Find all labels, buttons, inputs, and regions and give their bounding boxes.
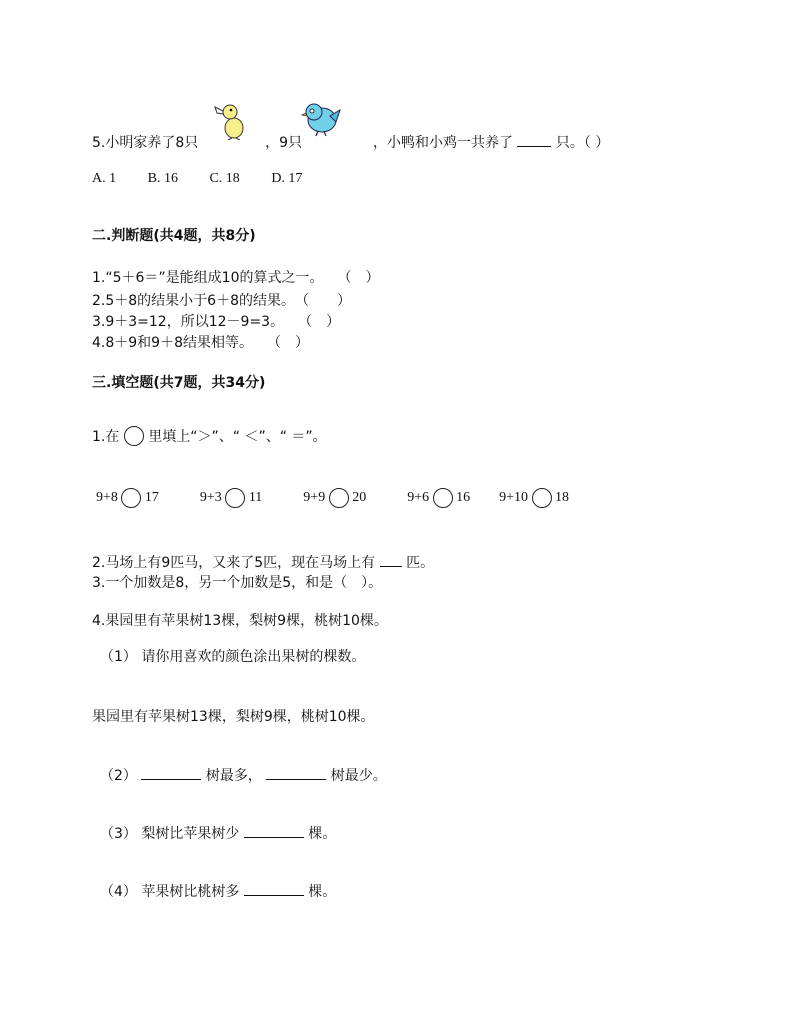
fill-q4-sub2 — [100, 765, 387, 785]
fill-q4: 4.果园里有苹果树13棵，梨树9棵，桃树10棵。 — [92, 613, 388, 629]
fill-q4-sub1: （1） 请你用喜欢的颜色涂出果树的棵数。 — [100, 649, 366, 665]
compare-row — [96, 488, 569, 508]
compare-left-5: 9+10 — [499, 490, 529, 506]
q5-answer-blank[interactable] — [517, 132, 551, 147]
compare-right-4: 16 — [456, 490, 471, 506]
judge-item-4: 4.8＋9和9＋8结果相等。 （ ） — [92, 335, 309, 351]
compare-circle-1[interactable] — [121, 488, 141, 508]
compare-left-4: 9+6 — [407, 490, 430, 506]
fill-q4-sub4-blank[interactable] — [244, 881, 304, 896]
q5-text-4: 只。（ ） — [555, 135, 610, 151]
q5-options — [92, 170, 330, 188]
compare-circle-3[interactable] — [329, 488, 349, 508]
compare-right-2: 11 — [248, 490, 263, 506]
compare-circle-2[interactable] — [225, 488, 245, 508]
fill-q4-sub3-text-b: 棵。 — [308, 826, 337, 842]
fill-q1-suffix: 里填上“＞”、“ ＜”、“ ＝”。 — [148, 429, 327, 445]
fill-q4-sub2-blank-1[interactable] — [141, 765, 201, 780]
fill-q4-repeat: 果园里有苹果树13棵，梨树9棵，桃树10棵。 — [92, 709, 375, 725]
q5-option-d[interactable]: D. 17 — [271, 171, 303, 186]
fill-q2-text-a: 2.马场上有9匹马，又来了5匹，现在马场上有 — [92, 555, 376, 571]
fill-q4-sub2-text-c: 树最少。 — [330, 768, 387, 784]
fill-q1-prefix: 1.在 — [92, 429, 120, 445]
fill-q4-sub2-blank-2[interactable] — [266, 765, 326, 780]
fill-q4-sub4 — [100, 881, 336, 901]
fill-q4-sub2-label: （2） — [100, 768, 137, 784]
duck-icon — [214, 100, 250, 140]
fill-q4-sub4-text-b: 棵。 — [308, 884, 337, 900]
judge-item-3: 3.9＋3=12，所以12－9=3。 （ ） — [92, 314, 341, 330]
q5-text-2: ，9只 — [265, 135, 303, 151]
compare-circle-5[interactable] — [532, 488, 552, 508]
circle-icon — [124, 426, 144, 446]
compare-left-1: 9+8 — [96, 490, 118, 506]
q5-stem — [92, 132, 609, 152]
compare-right-5: 18 — [555, 490, 570, 506]
q5-option-a[interactable]: A. 1 — [92, 171, 117, 186]
fill-q4-sub3 — [100, 823, 336, 843]
compare-left-2: 9+3 — [199, 490, 222, 506]
q5-option-b[interactable]: B. 16 — [147, 171, 178, 186]
q5-text-1: 5.小明家养了8只 — [92, 135, 199, 151]
fill-q4-sub4-text-a: （4） 苹果树比桃树多 — [100, 884, 240, 900]
fill-q4-sub3-blank[interactable] — [244, 823, 304, 838]
compare-right-1: 17 — [144, 490, 159, 506]
fill-q2-text-b: 匹。 — [406, 555, 435, 571]
q5-option-c[interactable]: C. 18 — [209, 171, 240, 186]
judge-item-2: 2.5＋8的结果小于6＋8的结果。 （ ） — [92, 293, 351, 309]
fill-q3: 3.一个加数是8，另一个加数是5，和是（ ）。 — [92, 575, 383, 591]
judge-item-1: 1.“5＋6＝”是能组成10的算式之一。 （ ） — [92, 270, 380, 286]
compare-right-3: 20 — [352, 490, 367, 506]
fill-q2 — [92, 552, 434, 572]
q5-text-3: ，小鸭和小鸡一共养了 — [373, 135, 513, 151]
fill-q4-sub3-text-a: （3） 梨树比苹果树少 — [100, 826, 240, 842]
bird-icon — [300, 100, 344, 138]
fill-q1 — [92, 426, 327, 446]
fill-q2-blank[interactable] — [380, 552, 402, 567]
section2-title: 二.判断题(共4题，共8分) — [92, 228, 256, 244]
section3-title: 三.填空题(共7题，共34分) — [92, 375, 266, 391]
fill-q4-sub2-text-b: 树最多， — [205, 768, 262, 784]
compare-left-3: 9+9 — [303, 490, 326, 506]
compare-circle-4[interactable] — [433, 488, 453, 508]
